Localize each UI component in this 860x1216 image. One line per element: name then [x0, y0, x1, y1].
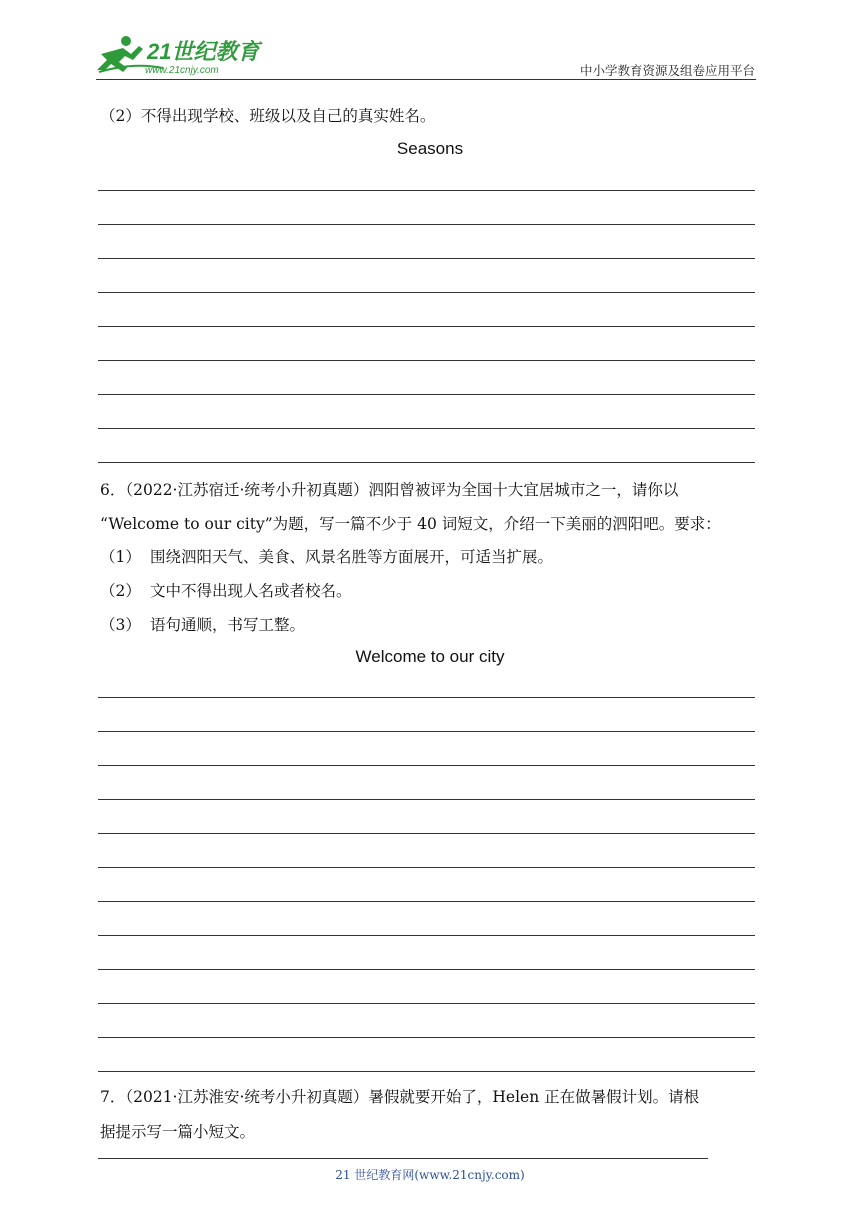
q6-prompt-line-2: “Welcome to our city”为题，写一篇不少于 40 词短文，介绍一下美丽的泗阳吧。要求： [100, 515, 721, 533]
writing-line[interactable] [98, 833, 755, 834]
q6-req2-num: （2） [100, 582, 141, 600]
writing-line[interactable] [98, 190, 755, 191]
q6-requirement-2 [100, 579, 352, 601]
writing-line[interactable] [98, 1071, 755, 1072]
writing-line[interactable] [98, 462, 755, 463]
q6-requirement-3 [100, 613, 305, 635]
writing-line[interactable] [98, 867, 755, 868]
logo-url: www.21cnjy.com [145, 65, 219, 76]
writing-line[interactable] [98, 394, 755, 395]
site-logo [93, 32, 263, 78]
writing-line[interactable] [98, 1003, 755, 1004]
q6-req2-text: 文中不得出现人名或者校名。 [150, 582, 352, 600]
writing-line[interactable] [98, 360, 755, 361]
header-divider [96, 79, 756, 80]
writing-line[interactable] [98, 969, 755, 970]
header-platform-text: 中小学教育资源及组卷应用平台 [579, 63, 755, 78]
writing-line[interactable] [98, 799, 755, 800]
q7-prompt-line-2: 据提示写一篇小短文。 [100, 1123, 256, 1141]
q5-requirement-2: （2）不得出现学校、班级以及自己的真实姓名。 [100, 107, 436, 125]
footer-text: 21 世纪教育网(www.21cnjy.com) [335, 1168, 525, 1182]
writing-line[interactable] [98, 258, 755, 259]
writing-line[interactable] [98, 765, 755, 766]
writing-line[interactable] [98, 697, 755, 698]
writing-line[interactable] [98, 731, 755, 732]
writing-line[interactable] [98, 292, 755, 293]
q6-req1-num: （1） [100, 548, 141, 566]
logo-text: 21世纪教育 [147, 39, 260, 64]
writing-line[interactable] [98, 326, 755, 327]
writing-line[interactable] [98, 901, 755, 902]
q7-prompt-line-1: 7．（2021·江苏淮安·统考小升初真题）暑假就要开始了，Helen 正在做暑假计划。请根 [100, 1088, 700, 1106]
q6-req1-text: 围绕泗阳天气、美食、风景名胜等方面展开，可适当扩展。 [150, 548, 554, 566]
writing-line[interactable] [98, 935, 755, 936]
writing-line[interactable] [98, 428, 755, 429]
q6-essay-title: Welcome to our city [355, 647, 505, 666]
footer-divider [98, 1158, 708, 1159]
writing-line[interactable] [98, 1037, 755, 1038]
writing-line[interactable] [98, 224, 755, 225]
q5-essay-title: Seasons [396, 139, 464, 158]
q6-req3-text: 语句通顺，书写工整。 [150, 616, 306, 634]
q6-prompt-line-1: 6．（2022·江苏宿迁·统考小升初真题）泗阳曾被评为全国十大宜居城市之一，请你以 [100, 481, 679, 499]
q6-req3-num: （3） [100, 616, 141, 634]
q6-requirement-1 [100, 545, 553, 567]
